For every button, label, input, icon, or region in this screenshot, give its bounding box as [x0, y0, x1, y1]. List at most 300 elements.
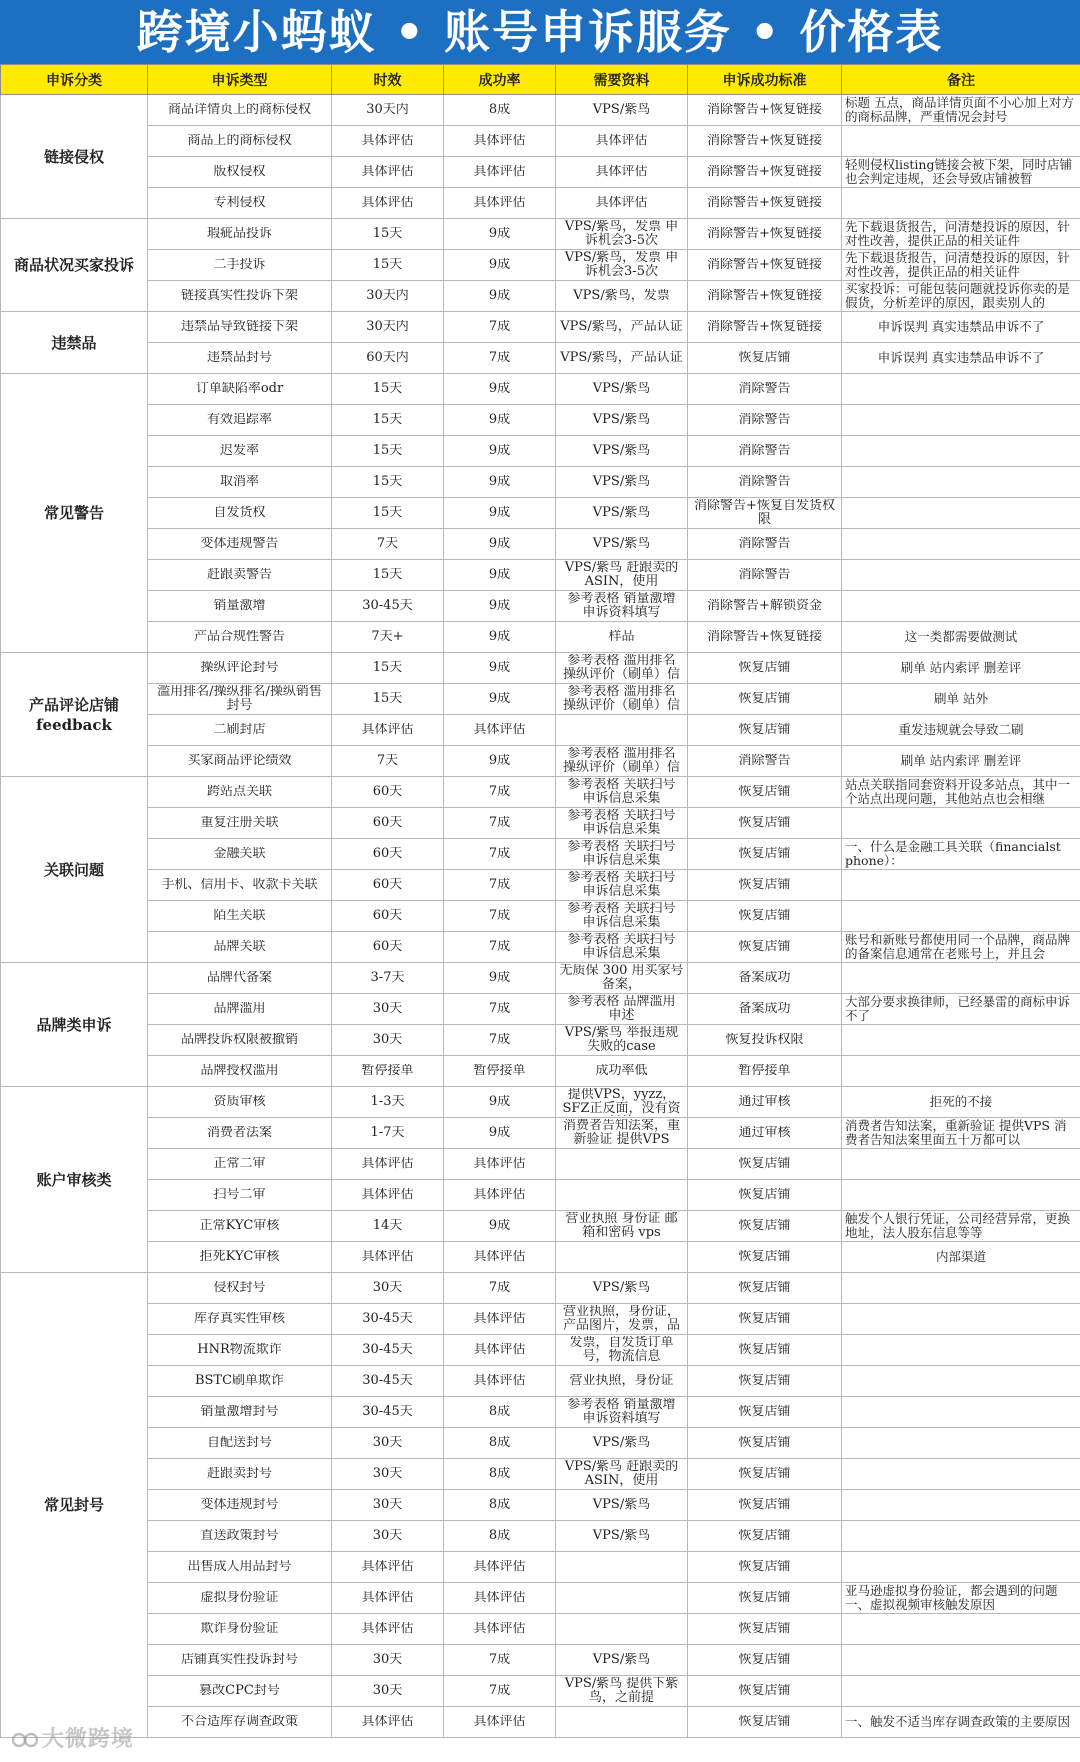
watermark-logo-icon: [12, 1730, 38, 1750]
materials-cell: [556, 1397, 688, 1428]
notes-text: 先下载退货报告，问清楚投诉的原因，针对性改善，提供正品的相关证件: [845, 220, 1071, 248]
standard-text: 恢复店铺: [738, 1374, 791, 1388]
notes-cell: [842, 1366, 1080, 1397]
time-cell: [332, 126, 444, 157]
time-cell: [332, 1025, 444, 1056]
materials-text: 参考表格 关联扫号 申诉信息采集: [567, 840, 676, 868]
time-text: 暂停接单: [361, 1064, 414, 1078]
rate-text: 9成: [488, 971, 511, 985]
standard-text: 消除警告+恢复链接: [707, 103, 822, 117]
notes-text: 触发个人银行凭证，公司经营异常，更换地址，法人股东信息等等: [845, 1212, 1071, 1240]
table-row: [1, 1521, 1080, 1552]
type-text: 二手投诉: [213, 258, 266, 272]
time-cell: [332, 684, 444, 715]
standard-text: 消除警告+解锁资金: [707, 599, 822, 613]
type-text: 销量激增封号: [200, 1405, 279, 1419]
type-cell: [148, 1335, 332, 1366]
type-text: 拒死KYC审核: [199, 1250, 280, 1264]
materials-cell: [556, 746, 688, 777]
rate-text: 7成: [488, 1281, 511, 1295]
table-row: [1, 95, 1080, 126]
standard-text: 消除警告+恢复链接: [707, 289, 822, 303]
standard-cell: [688, 250, 842, 281]
type-text: 变体违规警告: [200, 537, 279, 551]
rate-text: 具体评估: [473, 723, 526, 737]
time-cell: [332, 312, 444, 343]
time-text: 30天: [372, 1002, 403, 1016]
time-cell: [332, 715, 444, 746]
materials-cell: [556, 1087, 688, 1118]
standard-text: 通过审核: [738, 1095, 791, 1109]
standard-cell: [688, 653, 842, 684]
rate-cell: [444, 560, 556, 591]
standard-cell: [688, 1552, 842, 1583]
standard-cell: [688, 684, 842, 715]
standard-text: 暂停接单: [738, 1064, 791, 1078]
table-row: [1, 219, 1080, 250]
standard-text: 恢复店铺: [738, 1653, 791, 1667]
time-text: 30-45天: [362, 1312, 413, 1326]
type-text: 出售成人用品封号: [187, 1560, 292, 1574]
materials-text: VPS/紫鸟: [592, 1529, 651, 1543]
standard-cell: [688, 1180, 842, 1211]
rate-text: 9成: [488, 1126, 511, 1140]
materials-cell: [556, 808, 688, 839]
materials-cell: [556, 1707, 688, 1738]
type-text: 版权侵权: [213, 165, 266, 179]
category-cell: 品牌类申诉: [1, 963, 148, 1087]
rate-text: 9成: [488, 537, 511, 551]
rate-cell: [444, 746, 556, 777]
notes-text: 账号和新账号都使用同一个品牌，商品牌的备案信息通常在老账号上，并且会: [845, 933, 1071, 961]
table-row: [1, 994, 1080, 1025]
materials-cell: [556, 1614, 688, 1645]
time-text: 7天: [376, 754, 399, 768]
notes-cell: [842, 1025, 1080, 1056]
rate-text: 9成: [488, 1095, 511, 1109]
materials-text: VPS/紫鸟: [592, 382, 651, 396]
standard-text: 消除警告+恢复链接: [707, 134, 822, 148]
type-cell: [148, 994, 332, 1025]
rate-text: 具体评估: [473, 1715, 526, 1729]
type-text: 销量激增: [213, 599, 266, 613]
materials-text: 参考表格 关联扫号 申诉信息采集: [567, 778, 676, 806]
time-cell: [332, 281, 444, 312]
time-text: 30天内: [366, 289, 409, 303]
type-text: 商品上的商标侵权: [187, 134, 292, 148]
time-text: 30天: [372, 1281, 403, 1295]
rate-text: 具体评估: [473, 1157, 526, 1171]
notes-cell: [842, 1087, 1080, 1118]
standard-cell: [688, 157, 842, 188]
notes-text: 标题 五点，商品详情页面不小心加上对方的商标品牌，严重情况会封号: [845, 96, 1074, 124]
standard-text: 恢复店铺: [738, 1312, 791, 1326]
rate-text: 7成: [488, 878, 511, 892]
materials-text: 成功率低: [595, 1064, 648, 1078]
type-cell: [148, 1118, 332, 1149]
category-cell: 常见警告: [1, 374, 148, 653]
rate-cell: [444, 1366, 556, 1397]
standard-cell: [688, 1645, 842, 1676]
table-row: [1, 1459, 1080, 1490]
type-cell: [148, 126, 332, 157]
rate-text: 9成: [488, 444, 511, 458]
time-cell: [332, 1521, 444, 1552]
materials-cell: [556, 963, 688, 994]
materials-cell: [556, 281, 688, 312]
standard-text: 恢复店铺: [738, 1157, 791, 1171]
header-standard: 申诉成功标准: [688, 65, 842, 95]
rate-text: 7成: [488, 351, 511, 365]
rate-cell: [444, 1180, 556, 1211]
rate-text: 7成: [488, 909, 511, 923]
standard-text: 恢复店铺: [738, 1560, 791, 1574]
materials-cell: [556, 250, 688, 281]
time-text: 60天内: [366, 351, 409, 365]
materials-cell: [556, 1676, 688, 1707]
rate-cell: [444, 1273, 556, 1304]
standard-text: 恢复店铺: [738, 692, 791, 706]
table-row: [1, 1676, 1080, 1707]
rate-cell: [444, 188, 556, 219]
time-text: 15天: [372, 382, 403, 396]
type-cell: [148, 343, 332, 374]
table-row: [1, 312, 1080, 343]
type-cell: [148, 1087, 332, 1118]
type-text: 操纵评论封号: [200, 661, 279, 675]
materials-cell: [556, 95, 688, 126]
materials-cell: [556, 374, 688, 405]
header-time: 时效: [332, 65, 444, 95]
type-text: 篡改CPC封号: [199, 1684, 280, 1698]
table-row: [1, 157, 1080, 188]
time-text: 7天+: [371, 630, 404, 644]
time-text: 60天: [372, 816, 403, 830]
materials-text: VPS/紫鸟 举报违规失败的case: [564, 1026, 679, 1054]
standard-text: 备案成功: [738, 971, 791, 985]
standard-text: 通过审核: [738, 1126, 791, 1140]
table-row: [1, 1397, 1080, 1428]
standard-text: 恢复店铺: [738, 1343, 791, 1357]
type-cell: [148, 1676, 332, 1707]
notes-cell: [842, 1490, 1080, 1521]
notes-cell: [842, 374, 1080, 405]
materials-text: VPS/紫鸟，产品认证: [560, 320, 683, 334]
notes-cell: [842, 219, 1080, 250]
standard-cell: [688, 715, 842, 746]
type-cell: [148, 1211, 332, 1242]
rate-cell: [444, 1459, 556, 1490]
table-row: [1, 281, 1080, 312]
rate-cell: [444, 870, 556, 901]
type-text: 库存真实性审核: [193, 1312, 285, 1326]
table-row: [1, 1118, 1080, 1149]
standard-text: 恢复店铺: [738, 723, 791, 737]
materials-cell: [556, 591, 688, 622]
type-cell: [148, 250, 332, 281]
standard-cell: [688, 746, 842, 777]
materials-text: VPS/紫鸟: [592, 475, 651, 489]
type-cell: [148, 1273, 332, 1304]
rate-text: 具体评估: [473, 1591, 526, 1605]
standard-cell: [688, 1056, 842, 1087]
time-cell: [332, 746, 444, 777]
notes-text: 轻则侵权listing链接会被下架，同时店铺也会判定违规，还会导致店铺被暂: [845, 158, 1072, 186]
rate-text: 具体评估: [473, 1374, 526, 1388]
rate-text: 暂停接单: [473, 1064, 526, 1078]
notes-text: 先下载退货报告，问清楚投诉的原因，针对性改善，提供正品的相关证件: [845, 251, 1071, 279]
notes-cell: [842, 1149, 1080, 1180]
standard-text: 恢复店铺: [738, 1498, 791, 1512]
type-cell: [148, 932, 332, 963]
rate-cell: [444, 1056, 556, 1087]
rate-text: 具体评估: [473, 134, 526, 148]
time-cell: [332, 777, 444, 808]
header-type: 申诉类型: [148, 65, 332, 95]
time-text: 30天内: [366, 320, 409, 334]
rate-text: 9成: [488, 506, 511, 520]
rate-text: 9成: [488, 1219, 511, 1233]
standard-text: 消除警告: [738, 537, 791, 551]
rate-text: 9成: [488, 289, 511, 303]
notes-text: 刷单 站内索评 删差评: [900, 661, 1022, 675]
rate-text: 9成: [488, 413, 511, 427]
notes-cell: [842, 498, 1080, 529]
type-cell: [148, 529, 332, 560]
standard-text: 恢复投诉权限: [725, 1033, 804, 1047]
materials-cell: [556, 498, 688, 529]
standard-text: 恢复店铺: [738, 1436, 791, 1450]
time-text: 具体评估: [361, 1188, 414, 1202]
type-cell: [148, 281, 332, 312]
rate-cell: [444, 1087, 556, 1118]
page-title: 跨境小蚂蚁 • 账号申诉服务 • 价格表: [0, 0, 1080, 64]
time-cell: [332, 622, 444, 653]
rate-text: 9成: [488, 754, 511, 768]
type-cell: [148, 1025, 332, 1056]
time-text: 15天: [372, 413, 403, 427]
materials-cell: [556, 1490, 688, 1521]
materials-text: VPS/紫鸟: [592, 537, 651, 551]
materials-text: VPS/紫鸟: [592, 1436, 651, 1450]
rate-cell: [444, 1583, 556, 1614]
table-row: [1, 560, 1080, 591]
table-row: [1, 250, 1080, 281]
materials-cell: [556, 405, 688, 436]
rate-cell: [444, 901, 556, 932]
materials-text: 发票，自发货订单号，物流信息: [569, 1336, 674, 1364]
rate-cell: [444, 1149, 556, 1180]
materials-text: 无质保 300 用买家号备案，: [559, 964, 684, 992]
materials-text: 营业执照 身份证 邮箱和密码 vps: [565, 1212, 678, 1240]
rate-text: 9成: [488, 568, 511, 582]
notes-text: 刷单 站外: [934, 692, 988, 706]
type-cell: [148, 498, 332, 529]
materials-text: 参考表格 滥用排名 操纵评价（刷单）信: [562, 654, 680, 682]
standard-cell: [688, 1707, 842, 1738]
notes-cell: [842, 405, 1080, 436]
type-cell: [148, 312, 332, 343]
table-row: [1, 1180, 1080, 1211]
rate-text: 9成: [488, 258, 511, 272]
standard-text: 恢复店铺: [738, 1250, 791, 1264]
type-text: 直送政策封号: [200, 1529, 279, 1543]
type-text: 品牌代备案: [206, 971, 272, 985]
materials-text: VPS/紫鸟: [592, 506, 651, 520]
type-cell: [148, 405, 332, 436]
type-cell: [148, 95, 332, 126]
time-text: 具体评估: [361, 1622, 414, 1636]
standard-cell: [688, 1366, 842, 1397]
notes-cell: [842, 622, 1080, 653]
rate-cell: [444, 1397, 556, 1428]
standard-cell: [688, 1211, 842, 1242]
time-cell: [332, 1211, 444, 1242]
rate-cell: [444, 591, 556, 622]
materials-cell: [556, 653, 688, 684]
watermark-text: 大微跨境: [42, 1727, 135, 1752]
notes-cell: [842, 281, 1080, 312]
time-cell: [332, 1614, 444, 1645]
time-cell: [332, 1149, 444, 1180]
table-row: [1, 1335, 1080, 1366]
standard-text: 备案成功: [738, 1002, 791, 1016]
type-cell: [148, 157, 332, 188]
notes-text: 一、什么是金融工具关联（financialst phone）：: [845, 840, 1061, 868]
type-cell: [148, 1645, 332, 1676]
time-cell: [332, 1304, 444, 1335]
rate-text: 9成: [488, 475, 511, 489]
notes-text: 内部渠道: [935, 1250, 986, 1264]
materials-cell: [556, 715, 688, 746]
category-cell: 常见封号: [1, 1273, 148, 1738]
table-row: [1, 1273, 1080, 1304]
standard-text: 消除警告: [738, 568, 791, 582]
rate-cell: [444, 1304, 556, 1335]
type-text: 金融关联: [213, 847, 266, 861]
materials-text: 具体评估: [595, 165, 648, 179]
notes-cell: [842, 1118, 1080, 1149]
table-row: [1, 715, 1080, 746]
rate-text: 7成: [488, 320, 511, 334]
materials-text: 营业执照，身份证，产品图片，发票，品: [562, 1305, 680, 1333]
materials-cell: [556, 1025, 688, 1056]
time-cell: [332, 560, 444, 591]
type-text: 品牌滥用: [213, 1002, 266, 1016]
rate-text: 具体评估: [473, 196, 526, 210]
type-text: 品牌投诉权限被撤销: [180, 1033, 298, 1047]
rate-cell: [444, 653, 556, 684]
rate-text: 7成: [488, 847, 511, 861]
time-cell: [332, 1180, 444, 1211]
materials-cell: [556, 1366, 688, 1397]
notes-cell: [842, 839, 1080, 870]
type-text: 虚拟身份验证: [200, 1591, 279, 1605]
table-row: [1, 1614, 1080, 1645]
standard-text: 恢复店铺: [738, 909, 791, 923]
type-text: 赶跟卖警告: [206, 568, 272, 582]
table-row: [1, 343, 1080, 374]
time-text: 具体评估: [361, 1591, 414, 1605]
time-cell: [332, 963, 444, 994]
time-text: 15天: [372, 227, 403, 241]
standard-cell: [688, 560, 842, 591]
materials-cell: [556, 467, 688, 498]
notes-text: 拒死的不接: [929, 1095, 993, 1109]
time-cell: [332, 95, 444, 126]
time-text: 具体评估: [361, 723, 414, 737]
materials-text: VPS/紫鸟 赶跟卖的ASIN，使用: [564, 561, 679, 589]
time-cell: [332, 591, 444, 622]
notes-cell: [842, 1552, 1080, 1583]
materials-cell: [556, 1645, 688, 1676]
type-cell: [148, 374, 332, 405]
standard-cell: [688, 1583, 842, 1614]
standard-text: 恢复店铺: [738, 1591, 791, 1605]
type-text: HNR物流欺诈: [197, 1343, 282, 1357]
notes-text: 申诉误判 真实违禁品申诉不了: [877, 320, 1045, 334]
rate-text: 7成: [488, 1033, 511, 1047]
type-text: 资质审核: [213, 1095, 266, 1109]
notes-text: 这一类都需要做测试: [904, 630, 1018, 644]
table-row: [1, 1149, 1080, 1180]
notes-cell: [842, 684, 1080, 715]
header-category: 申诉分类: [1, 65, 148, 95]
materials-cell: [556, 1273, 688, 1304]
notes-cell: [842, 870, 1080, 901]
time-text: 具体评估: [361, 1715, 414, 1729]
time-text: 15天: [372, 475, 403, 489]
notes-cell: [842, 932, 1080, 963]
rate-cell: [444, 1707, 556, 1738]
type-cell: [148, 1521, 332, 1552]
table-row: [1, 436, 1080, 467]
table-row: [1, 591, 1080, 622]
type-cell: [148, 901, 332, 932]
notes-cell: [842, 746, 1080, 777]
notes-text: 申诉误判 真实违禁品申诉不了: [877, 351, 1045, 365]
rate-cell: [444, 1676, 556, 1707]
rate-text: 9成: [488, 599, 511, 613]
type-cell: [148, 591, 332, 622]
standard-cell: [688, 1149, 842, 1180]
notes-cell: [842, 95, 1080, 126]
materials-cell: [556, 1211, 688, 1242]
notes-cell: [842, 653, 1080, 684]
standard-cell: [688, 870, 842, 901]
materials-cell: [556, 1242, 688, 1273]
type-text: 手机、信用卡、收款卡关联: [161, 878, 318, 892]
time-cell: [332, 1335, 444, 1366]
rate-cell: [444, 622, 556, 653]
type-text: 订单缺陷率odr: [195, 382, 284, 396]
standard-cell: [688, 95, 842, 126]
type-text: 有效追踪率: [206, 413, 272, 427]
type-text: 产品合规性警告: [193, 630, 285, 644]
rate-text: 具体评估: [473, 165, 526, 179]
type-text: 迟发率: [219, 444, 259, 458]
type-text: 陌生关联: [213, 909, 266, 923]
standard-cell: [688, 1025, 842, 1056]
standard-text: 恢复店铺: [738, 816, 791, 830]
time-cell: [332, 405, 444, 436]
standard-text: 消除警告: [738, 413, 791, 427]
header-notes: 备注: [842, 65, 1080, 95]
time-text: 30天: [372, 1529, 403, 1543]
standard-cell: [688, 467, 842, 498]
time-cell: [332, 498, 444, 529]
materials-text: 参考表格 销量激增 申诉资料填写: [567, 592, 676, 620]
